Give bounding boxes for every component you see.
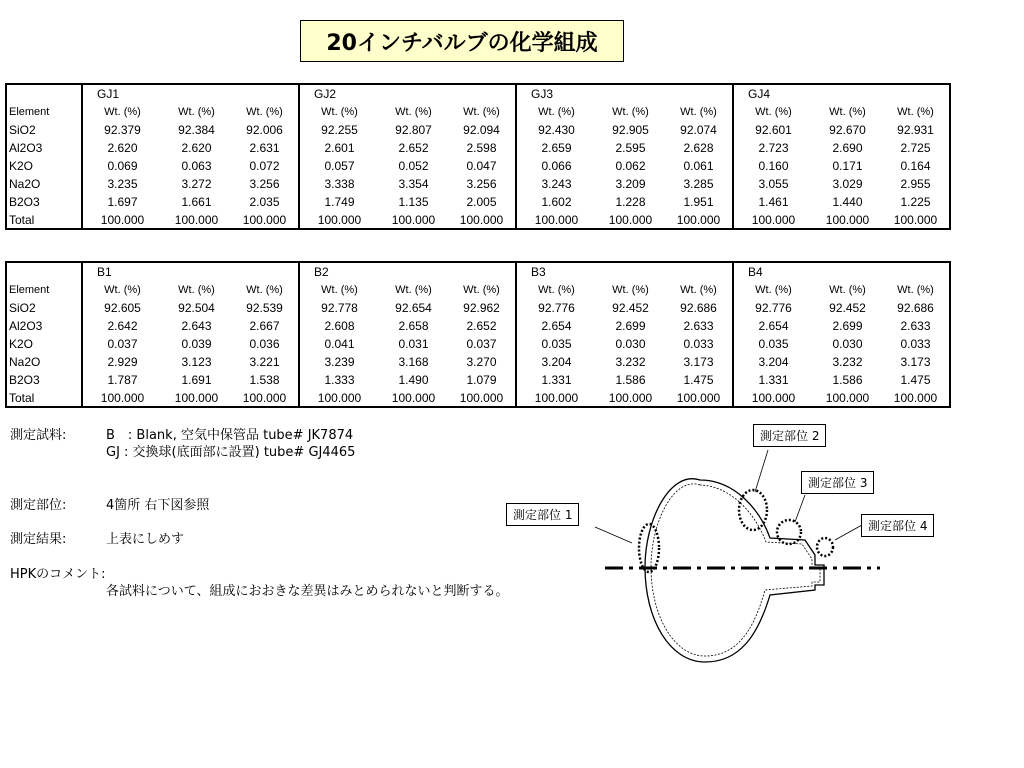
table-cell: 2.633: [665, 317, 734, 335]
table-cell: 92.931: [882, 121, 951, 139]
position-text: 4箇所 右下図参照: [106, 498, 210, 513]
table-row: [6, 371, 950, 389]
column-header: Wt. (%): [380, 281, 448, 299]
table-cell: 0.030: [832, 336, 863, 351]
table-cell: 1.586: [615, 372, 646, 387]
table-cell: 100.000: [665, 389, 734, 408]
column-header: Wt. (%): [665, 281, 734, 299]
column-header: Wt. (%): [82, 103, 163, 121]
table-cell: 2.725: [882, 139, 951, 157]
table-cell: 92.074: [665, 121, 734, 139]
table-cell: 0.036: [231, 335, 300, 353]
table-cell: 2.690: [832, 140, 863, 155]
group-header: GJ2: [314, 86, 337, 101]
measure-point-4-marker: [817, 538, 833, 556]
group-header: GJ4: [748, 86, 771, 101]
sample-b-text: B : Blank, 空気中保管品 tube# JK7874: [106, 428, 354, 443]
group-header-spacer: [380, 84, 448, 103]
table-cell: 0.047: [448, 157, 517, 175]
table-cell: 100.000: [665, 211, 734, 230]
table-cell: 100.000: [100, 212, 145, 227]
group-header-spacer: [448, 262, 517, 281]
table-cell: 3.168: [398, 354, 429, 369]
table-cell: 92.776: [755, 300, 792, 315]
table-cell: 3.285: [665, 175, 734, 193]
table-cell: 92.379: [104, 122, 141, 137]
table-cell: 92.776: [538, 300, 575, 315]
table-cell: 1.225: [882, 193, 951, 211]
table-row: [6, 193, 950, 211]
group-header-spacer: [665, 84, 734, 103]
table-cell: 3.272: [181, 176, 212, 191]
table-cell: 2.658: [398, 318, 429, 333]
group-header-spacer: [882, 84, 951, 103]
sample-label: 測定試料:: [10, 428, 67, 443]
table-cell: 0.057: [324, 158, 355, 173]
table-cell: 100.000: [317, 212, 362, 227]
measure-point-3-marker: [777, 520, 801, 544]
table-cell: 1.538: [231, 371, 300, 389]
leader-4: [835, 525, 862, 540]
table-cell: 1.440: [832, 194, 863, 209]
table-cell: 2.699: [832, 318, 863, 333]
result-label: 測定結果:: [10, 532, 67, 547]
row-label: Na2O: [6, 175, 82, 193]
column-header: Wt. (%): [448, 281, 517, 299]
table-cell: 3.239: [324, 354, 355, 369]
row-label: Al2O3: [6, 139, 82, 157]
table-row: [6, 317, 950, 335]
group-header-spacer: [231, 84, 300, 103]
table-cell: 92.654: [395, 300, 432, 315]
column-header: Wt. (%): [516, 281, 597, 299]
column-header: Wt. (%): [597, 281, 665, 299]
table-cell: 2.652: [398, 140, 429, 155]
row-label: B2O3: [6, 193, 82, 211]
column-header: Wt. (%): [516, 103, 597, 121]
table-cell: 100.000: [448, 389, 517, 408]
table-cell: 2.723: [758, 140, 789, 155]
table-cell: 92.006: [231, 121, 300, 139]
group-header: B3: [531, 264, 546, 279]
column-header: Wt. (%): [814, 281, 882, 299]
group-header-spacer: [163, 84, 231, 103]
row-label: Total: [6, 211, 82, 230]
table-cell: 2.035: [231, 193, 300, 211]
table-cell: 0.063: [181, 158, 212, 173]
table-cell: 100.000: [174, 212, 219, 227]
group-header: B4: [748, 264, 763, 279]
callout-point-4: 測定部位 4: [861, 514, 934, 537]
table-cell: 3.209: [615, 176, 646, 191]
table-cell: 2.628: [665, 139, 734, 157]
table-cell: 2.631: [231, 139, 300, 157]
table-cell: 100.000: [100, 390, 145, 405]
composition-table-b: [5, 261, 951, 408]
table-cell: 0.171: [832, 158, 863, 173]
table-cell: 100.000: [825, 212, 870, 227]
table-cell: 3.243: [541, 176, 572, 191]
column-header: Wt. (%): [882, 281, 951, 299]
table-cell: 92.605: [104, 300, 141, 315]
table-cell: 92.384: [178, 122, 215, 137]
table-cell: 2.659: [541, 140, 572, 155]
table-cell: 3.232: [615, 354, 646, 369]
table-cell: 1.490: [398, 372, 429, 387]
callout-point-3: 測定部位 3: [801, 471, 874, 494]
table-row: [6, 139, 950, 157]
table-cell: 92.670: [829, 122, 866, 137]
table-row: [6, 299, 950, 317]
table-cell: 0.041: [324, 336, 355, 351]
callout-point-2: 測定部位 2: [753, 424, 826, 447]
table-cell: 3.270: [448, 353, 517, 371]
row-label: K2O: [6, 157, 82, 175]
table-row: [6, 335, 950, 353]
row-label: B2O3: [6, 371, 82, 389]
group-header-blank: [6, 262, 82, 281]
table-cell: 2.601: [324, 140, 355, 155]
table-cell: 1.333: [324, 372, 355, 387]
table-cell: 2.929: [107, 354, 138, 369]
table-cell: 1.691: [181, 372, 212, 387]
table-cell: 1.475: [665, 371, 734, 389]
table-cell: 92.807: [395, 122, 432, 137]
column-header: Wt. (%): [882, 103, 951, 121]
table-cell: 2.608: [324, 318, 355, 333]
table-cell: 2.633: [882, 317, 951, 335]
group-header-spacer: [597, 84, 665, 103]
table-cell: 100.000: [391, 390, 436, 405]
group-header-spacer: [597, 262, 665, 281]
table-cell: 3.232: [832, 354, 863, 369]
table-cell: 3.173: [882, 353, 951, 371]
table-cell: 100.000: [534, 212, 579, 227]
table-cell: 3.221: [231, 353, 300, 371]
table-cell: 2.642: [107, 318, 138, 333]
element-header: Element: [6, 281, 82, 299]
table-cell: 1.951: [665, 193, 734, 211]
table-cell: 1.135: [398, 194, 429, 209]
table-cell: 2.654: [758, 318, 789, 333]
table-cell: 92.905: [612, 122, 649, 137]
table-cell: 2.699: [615, 318, 646, 333]
column-header: Wt. (%): [665, 103, 734, 121]
group-header-blank: [6, 84, 82, 103]
column-header: Wt. (%): [231, 281, 300, 299]
table-cell: 0.037: [107, 336, 138, 351]
table-cell: 2.595: [615, 140, 646, 155]
table-cell: 3.029: [832, 176, 863, 191]
table-cell: 0.030: [615, 336, 646, 351]
group-header-spacer: [163, 262, 231, 281]
group-header-spacer: [814, 84, 882, 103]
table-cell: 0.035: [541, 336, 572, 351]
table-cell: 100.000: [608, 212, 653, 227]
column-header: Wt. (%): [299, 281, 380, 299]
column-header: Wt. (%): [814, 103, 882, 121]
table-cell: 1.461: [758, 194, 789, 209]
group-header: GJ3: [531, 86, 554, 101]
row-label: Al2O3: [6, 317, 82, 335]
table-cell: 3.235: [107, 176, 138, 191]
table-cell: 0.052: [398, 158, 429, 173]
table-cell: 1.331: [758, 372, 789, 387]
leader-3: [795, 495, 805, 522]
table-row: [6, 175, 950, 193]
table-cell: 1.661: [181, 194, 212, 209]
column-header: Wt. (%): [733, 103, 814, 121]
element-header: Element: [6, 103, 82, 121]
table-cell: 100.000: [882, 389, 951, 408]
table-row: [6, 353, 950, 371]
column-header: Wt. (%): [82, 281, 163, 299]
comment-text: 各試料について、組成におおきな差異はみとめられないと判断する。: [106, 584, 509, 599]
group-header-spacer: [814, 262, 882, 281]
table-cell: 0.062: [615, 158, 646, 173]
table-row: [6, 389, 950, 408]
table-cell: 2.667: [231, 317, 300, 335]
table-cell: 0.061: [665, 157, 734, 175]
table-cell: 92.430: [538, 122, 575, 137]
table-cell: 1.697: [107, 194, 138, 209]
table-cell: 100.000: [751, 212, 796, 227]
table-cell: 3.354: [398, 176, 429, 191]
group-header: GJ1: [97, 86, 120, 101]
table-cell: 92.962: [448, 299, 517, 317]
table-cell: 3.123: [181, 354, 212, 369]
table-row: [6, 211, 950, 230]
table-cell: 92.778: [321, 300, 358, 315]
bulb-outline-inner: [651, 484, 820, 656]
table-cell: 0.033: [882, 335, 951, 353]
table-cell: 1.749: [324, 194, 355, 209]
table-cell: 100.000: [825, 390, 870, 405]
group-header-spacer: [665, 262, 734, 281]
table-cell: 0.035: [758, 336, 789, 351]
column-header: Wt. (%): [163, 103, 231, 121]
table-cell: 1.331: [541, 372, 572, 387]
table-cell: 100.000: [231, 211, 300, 230]
table-cell: 2.620: [181, 140, 212, 155]
column-header: Wt. (%): [448, 103, 517, 121]
table-cell: 1.228: [615, 194, 646, 209]
composition-table-gj: [5, 83, 951, 230]
table-cell: 2.005: [448, 193, 517, 211]
table-cell: 0.033: [665, 335, 734, 353]
table-row: [6, 157, 950, 175]
table-cell: 0.031: [398, 336, 429, 351]
table-cell: 0.066: [541, 158, 572, 173]
group-header-spacer: [231, 262, 300, 281]
table-cell: 100.000: [317, 390, 362, 405]
row-label: SiO2: [6, 299, 82, 317]
table-cell: 0.072: [231, 157, 300, 175]
table-cell: 1.079: [448, 371, 517, 389]
row-label: Total: [6, 389, 82, 408]
group-header: B2: [314, 264, 329, 279]
table-cell: 3.055: [758, 176, 789, 191]
table-cell: 2.652: [448, 317, 517, 335]
table-cell: 100.000: [448, 211, 517, 230]
table-cell: 0.160: [758, 158, 789, 173]
table-cell: 92.504: [178, 300, 215, 315]
comment-label: HPKのコメント:: [10, 567, 106, 582]
row-label: K2O: [6, 335, 82, 353]
group-header-spacer: [380, 262, 448, 281]
table-cell: 100.000: [882, 211, 951, 230]
sample-gj-text: GJ : 交換球(底面部に設置) tube# GJ4465: [106, 445, 356, 460]
callout-point-1: 測定部位 1: [506, 503, 579, 526]
table-cell: 0.069: [107, 158, 138, 173]
leader-2: [755, 450, 768, 492]
table-cell: 1.586: [832, 372, 863, 387]
table-cell: 1.602: [541, 194, 572, 209]
table-cell: 0.164: [882, 157, 951, 175]
table-cell: 100.000: [608, 390, 653, 405]
table-cell: 92.601: [755, 122, 792, 137]
row-label: SiO2: [6, 121, 82, 139]
table-cell: 92.686: [882, 299, 951, 317]
table-cell: 2.654: [541, 318, 572, 333]
table-cell: 92.452: [612, 300, 649, 315]
table-cell: 2.598: [448, 139, 517, 157]
table-cell: 0.039: [181, 336, 212, 351]
table-cell: 2.955: [882, 175, 951, 193]
table-cell: 100.000: [174, 390, 219, 405]
table-cell: 92.539: [231, 299, 300, 317]
column-header: Wt. (%): [163, 281, 231, 299]
table-cell: 1.787: [107, 372, 138, 387]
table-cell: 100.000: [534, 390, 579, 405]
table-cell: 92.094: [448, 121, 517, 139]
table-cell: 100.000: [751, 390, 796, 405]
page-title: 20インチバルブの化学組成: [300, 20, 624, 62]
table-cell: 2.620: [107, 140, 138, 155]
measure-point-2-marker: [739, 490, 767, 530]
table-cell: 92.255: [321, 122, 358, 137]
position-label: 測定部位:: [10, 498, 67, 513]
row-label: Na2O: [6, 353, 82, 371]
table-cell: 92.452: [829, 300, 866, 315]
table-cell: 3.173: [665, 353, 734, 371]
leader-1: [595, 527, 632, 543]
column-header: Wt. (%): [733, 281, 814, 299]
table-cell: 0.037: [448, 335, 517, 353]
table-cell: 3.204: [541, 354, 572, 369]
column-header: Wt. (%): [380, 103, 448, 121]
table-cell: 3.338: [324, 176, 355, 191]
table-cell: 92.686: [665, 299, 734, 317]
column-header: Wt. (%): [597, 103, 665, 121]
result-text: 上表にしめす: [106, 532, 185, 547]
group-header: B1: [97, 264, 112, 279]
table-cell: 100.000: [231, 389, 300, 408]
table-cell: 3.256: [448, 175, 517, 193]
table-cell: 1.475: [882, 371, 951, 389]
table-cell: 100.000: [391, 212, 436, 227]
bulb-outline-outer: [645, 479, 824, 662]
column-header: Wt. (%): [231, 103, 300, 121]
table-cell: 2.643: [181, 318, 212, 333]
table-row: [6, 121, 950, 139]
column-header: Wt. (%): [299, 103, 380, 121]
table-cell: 3.256: [231, 175, 300, 193]
table-cell: 3.204: [758, 354, 789, 369]
group-header-spacer: [448, 84, 517, 103]
group-header-spacer: [882, 262, 951, 281]
